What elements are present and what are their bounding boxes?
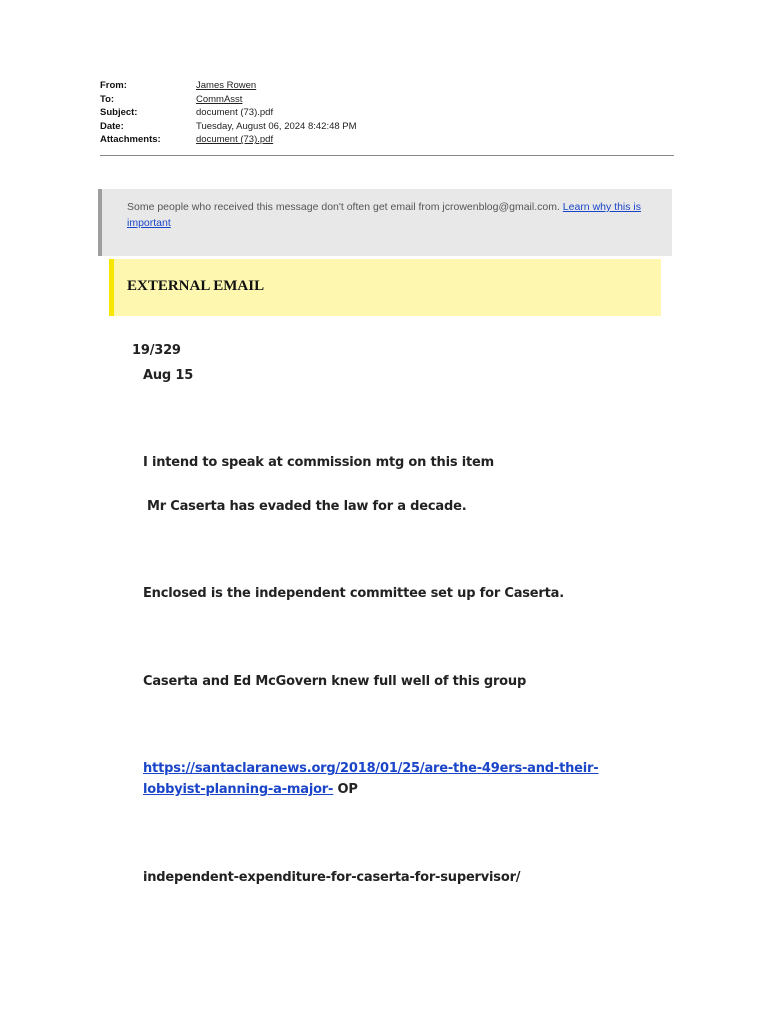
header-from-row	[100, 79, 674, 93]
body-paragraph-1: I intend to speak at commission mtg on this item	[143, 455, 494, 470]
body-paragraph-3: Enclosed is the independent committee set up for Caserta.	[143, 586, 564, 601]
external-email-label: EXTERNAL EMAIL	[127, 278, 265, 294]
body-paragraph-4: Caserta and Ed McGovern knew full well of this group	[143, 674, 527, 689]
link-suffix: OP	[333, 782, 358, 797]
item-number: 19/329	[132, 343, 181, 358]
to-link[interactable]: CommAsst	[196, 93, 243, 105]
body-paragraph-url-tail: independent-expenditure-for-caserta-for-supervisor/	[143, 870, 521, 885]
sender-notice	[98, 189, 672, 256]
article-link-line-1	[143, 761, 598, 776]
notice-text: Some people who received this message don't often get email from jcrowenblog@gmail.com.	[127, 201, 563, 213]
email-header	[100, 79, 674, 147]
header-date-row	[100, 120, 674, 134]
header-subject-row	[100, 106, 674, 120]
header-attachments-row	[100, 133, 674, 147]
subject-value: document (73).pdf	[196, 107, 274, 119]
article-link-line-2	[143, 782, 358, 797]
external-email-banner	[109, 259, 661, 316]
attachment-link[interactable]: document (73).pdf	[196, 134, 274, 146]
date-label: Date:	[100, 120, 124, 132]
header-divider	[100, 155, 674, 156]
learn-why-link[interactable]: Learn why this is important	[127, 201, 641, 229]
subject-label: Subject:	[100, 107, 138, 119]
from-label: From:	[100, 80, 127, 91]
article-link-part-1[interactable]: https://santaclaranews.org/2018/01/25/are-the-49ers-and-their-	[143, 761, 599, 776]
from-link[interactable]: James Rowen	[196, 80, 257, 91]
body-paragraph-2: Mr Caserta has evaded the law for a decade.	[147, 499, 467, 514]
header-to-row	[100, 93, 674, 107]
attachments-label: Attachments:	[100, 134, 161, 146]
article-link-part-2[interactable]: lobbyist-planning-a-major-	[143, 782, 334, 797]
date-value: Tuesday, August 06, 2024 8:42:48 PM	[196, 120, 357, 132]
to-label: To:	[100, 93, 115, 105]
item-date: Aug 15	[143, 368, 194, 383]
